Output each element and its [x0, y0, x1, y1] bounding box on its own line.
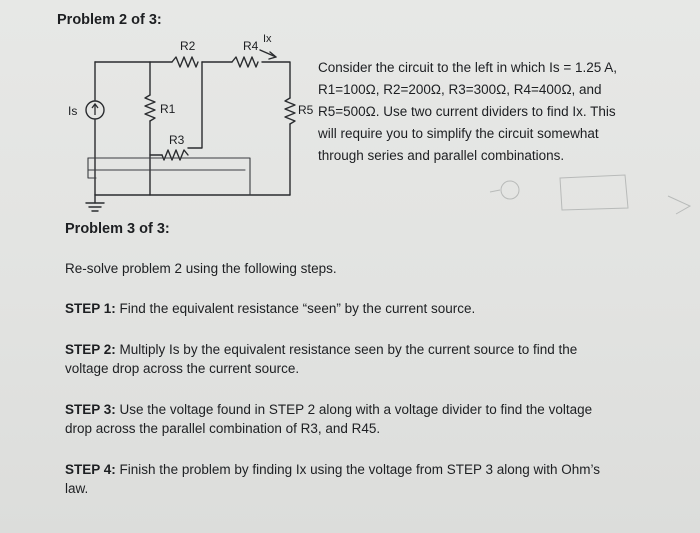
resistor-r1-zigzag [145, 95, 155, 121]
step-3-text-line-1: Use the voltage found in STEP 2 along with a voltage divider to find the voltage [119, 402, 593, 417]
step-1-label: STEP 1: [65, 301, 116, 316]
step-2-label: STEP 2: [65, 342, 116, 357]
label-r2: R2 [180, 39, 196, 53]
problem-2-line-2: R1=100Ω, R2=200Ω, R3=300Ω, R4=400Ω, and [318, 82, 602, 97]
problem-2-line-1: Consider the circuit to the left in which Is = 1.25 A, [318, 60, 618, 75]
wire-top-right [262, 62, 290, 98]
current-source-arrow-icon [92, 104, 98, 115]
label-r1: R1 [160, 102, 176, 116]
step-4-text-line-2: law. [65, 481, 89, 496]
problem-3-intro: Re-solve problem 2 using the following steps. [65, 261, 337, 276]
step-1-text: Find the equivalent resistance “seen” by the current source. [119, 301, 476, 316]
resistor-r4-zigzag [232, 57, 258, 67]
label-r5: R5 [298, 103, 314, 117]
step-4-text-line-1: Finish the problem by finding Ix using the voltage from STEP 3 along with Ohm’s [119, 462, 601, 477]
problem-2-line-4: will require you to simplify the circuit somewhat [318, 126, 599, 141]
wire-r3-top [188, 62, 202, 148]
step-4 [65, 460, 600, 480]
step-2-text-line-1: Multiply Is by the equivalent resistance seen by the current source to find the [119, 342, 578, 357]
pencil-marks [490, 175, 690, 214]
label-ix: Ix [263, 33, 272, 45]
label-is: Is [68, 104, 78, 118]
step-3-text-line-2: drop across the parallel combination of R3, and R45. [65, 421, 381, 436]
step-3-label: STEP 3: [65, 402, 116, 417]
ix-arrow-shaft [260, 50, 276, 57]
label-r4: R4 [243, 39, 259, 53]
resistor-r2-zigzag [172, 57, 198, 67]
step-2 [65, 340, 577, 360]
resistor-r5-zigzag [285, 98, 295, 124]
label-r3: R3 [169, 133, 185, 147]
step-1 [65, 299, 475, 319]
step-4-label: STEP 4: [65, 462, 116, 477]
problem-3-heading: Problem 3 of 3: [65, 221, 170, 237]
step-2-text-line-2: voltage drop across the current source. [65, 361, 300, 376]
handwritten-trace-1 [88, 158, 250, 195]
problem-2-heading: Problem 2 of 3: [57, 12, 162, 28]
step-3 [65, 400, 592, 420]
problem-2-line-3: R5=500Ω. Use two current dividers to find Ix. This [318, 104, 616, 119]
problem-2-line-5: through series and parallel combinations. [318, 148, 565, 163]
